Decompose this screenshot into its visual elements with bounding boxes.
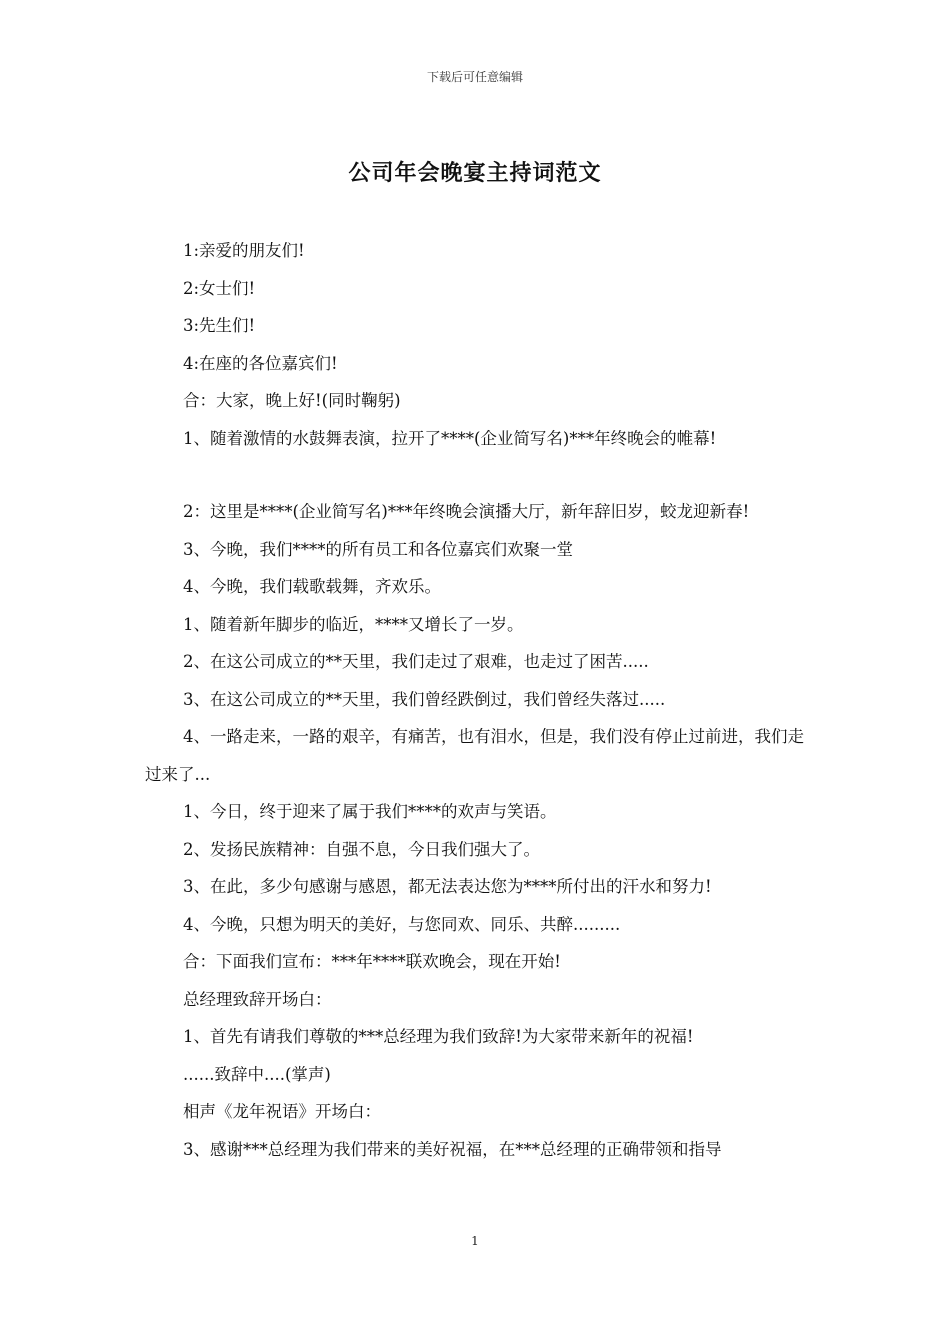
paragraph: 合：下面我们宣布：***年****联欢晚会，现在开始! bbox=[183, 952, 561, 971]
paragraph: 1、首先有请我们尊敬的***总经理为我们致辞!为大家带来新年的祝福! bbox=[183, 1027, 694, 1046]
paragraph: 2:女士们! bbox=[183, 278, 256, 298]
paragraph: 3、在这公司成立的**天里，我们曾经跌倒过，我们曾经失落过..... bbox=[183, 689, 666, 709]
paragraph: 3:先生们! bbox=[183, 316, 256, 335]
paragraph: ......致辞中....(掌声) bbox=[183, 1064, 331, 1084]
paragraph: 相声《龙年祝语》开场白： bbox=[183, 1102, 381, 1121]
page-number: 1 bbox=[471, 1234, 479, 1248]
paragraph: 2、发扬民族精神：自强不息，今日我们强大了。 bbox=[183, 839, 540, 859]
paragraph: 4、今晚，只想为明天的美好，与您同欢、同乐、共醉......... bbox=[183, 914, 621, 934]
paragraph: 1、今日，终于迎来了属于我们****的欢声与笑语。 bbox=[183, 802, 557, 821]
paragraph: 合：大家，晚上好!(同时鞠躬) bbox=[183, 391, 401, 410]
header-note: 下载后可任意编辑 bbox=[426, 70, 523, 84]
paragraph: 总经理致辞开场白： bbox=[183, 989, 332, 1009]
paragraph: 4、今晚，我们载歌载舞，齐欢乐。 bbox=[183, 577, 441, 596]
document-title: 公司年会晚宴主持词范文 bbox=[348, 160, 602, 186]
paragraph: 3、感谢***总经理为我们带来的美好祝福，在***总经理的正确带领和指导 bbox=[183, 1139, 722, 1159]
paragraph: 1、随着新年脚步的临近，****又增长了一岁。 bbox=[183, 614, 524, 634]
document-body bbox=[145, 232, 807, 1168]
paragraph: 4:在座的各位嘉宾们! bbox=[183, 353, 338, 373]
paragraph: 1、随着激情的水鼓舞表演，拉开了****(企业简写名)***年终晚会的帷幕! bbox=[183, 428, 717, 448]
paragraph: 3、在此，多少句感谢与感恩，都无法表达您为****所付出的汗水和努力! bbox=[183, 877, 712, 896]
paragraph: 1:亲爱的朋友们! bbox=[183, 241, 305, 260]
paragraph: 2：这里是****(企业简写名)***年终晚会演播大厅，新年辞旧岁，蛟龙迎新春! bbox=[183, 502, 750, 521]
paragraph: 4、一路走来，一路的艰辛，有痛苦，也有泪水，但是，我们没有停止过前进，我们走过来了... bbox=[145, 727, 804, 784]
paragraph: 2、在这公司成立的**天里，我们走过了艰难，也走过了困苦..... bbox=[183, 652, 649, 671]
paragraph: 3、今晚，我们****的所有员工和各位嘉宾们欢聚一堂 bbox=[183, 539, 573, 559]
